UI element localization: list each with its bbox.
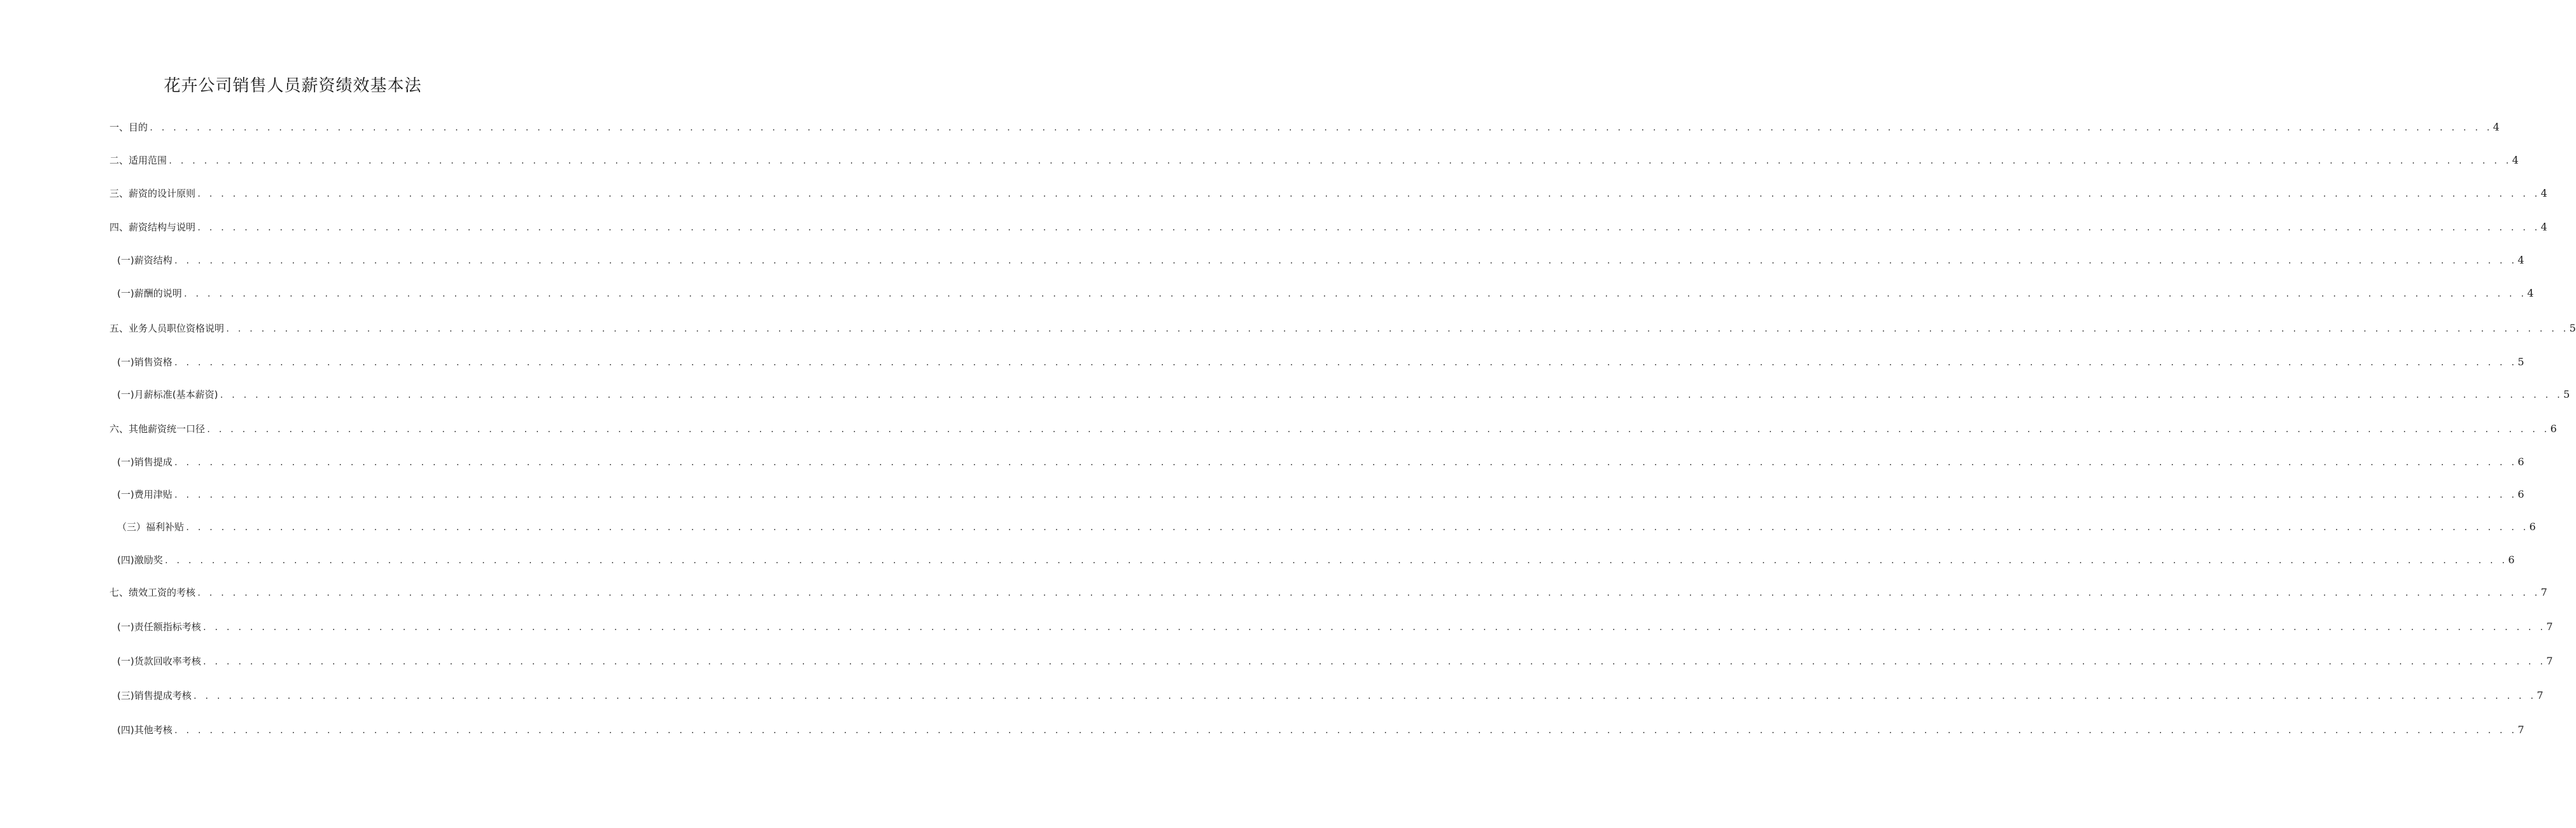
toc-entry[interactable] xyxy=(117,618,2553,633)
toc-entry-number: (三) xyxy=(117,690,134,701)
toc-entry[interactable] xyxy=(117,652,2553,668)
toc-entry-number: (四) xyxy=(117,554,134,566)
toc-entry-number: 四、 xyxy=(109,221,129,233)
dot-leader: . . . . . . . . . . . . . . . . . . . . . . . . . . . . . . . . . . . . . . . . . . . . . . . . . . . . . . . . . . . . . . . . . . . . . . . . . . . . . . . . . . . . . . . . . . . . . . . . . . . . . . . . . . . . . . . . . . . . . . . . . . . . . . . . . . . . . . . . . . . . . . . . . . . . . . . . . . . . . . . . . . . . . . . . . . . . . . . . . . . . . . . . . . . . . . . . . . . . . . . . xyxy=(173,458,2517,467)
toc-entry[interactable] xyxy=(109,151,2519,167)
toc-entry-title: 业务人员职位资格说明 xyxy=(129,323,225,334)
toc-entry-title: 绩效工资的考核 xyxy=(129,587,196,598)
toc-entry-number: 三、 xyxy=(109,188,129,199)
dot-leader: . . . . . . . . . . . . . . . . . . . . . . . . . . . . . . . . . . . . . . . . . . . . . . . . . . . . . . . . . . . . . . . . . . . . . . . . . . . . . . . . . . . . . . . . . . . . . . . . . . . . . . . . . . . . . . . . . . . . . . . . . . . . . . . . . . . . . . . . . . . . . . . . . . . . . . . . . . . . . . . . . . . . . . . . . . . . . . . . . . . . . . . . . . . . . . . . . . . . . . . . xyxy=(173,726,2517,735)
toc-entry-title: 适用范围 xyxy=(129,155,167,166)
toc-entry[interactable] xyxy=(109,584,2547,599)
toc-entry-page-number: 4 xyxy=(2493,121,2500,133)
toc-entry[interactable] xyxy=(117,353,2524,368)
toc-entry-title: 销售提成 xyxy=(134,456,172,468)
toc-entry-title: 薪酬的说明 xyxy=(134,288,182,299)
toc-entry-title: 薪资的设计原则 xyxy=(129,188,196,199)
dot-leader: . . . . . . . . . . . . . . . . . . . . . . . . . . . . . . . . . . . . . . . . . . . . . . . . . . . . . . . . . . . . . . . . . . . . . . . . . . . . . . . . . . . . . . . . . . . . . . . . . . . . . . . . . . . . . . . . . . . . . . . . . . . . . . . . . . . . . . . . . . . . . . . . . . . . . . . . . . . . . . . . . . . . . . . . . . . . . . . . . . . . . . . . . . . . . . . . . . . . . . . . xyxy=(202,623,2545,632)
toc-entry-page-number: 4 xyxy=(2540,221,2547,233)
toc-entry-number: (一) xyxy=(117,621,134,633)
toc-entry-page-number: 4 xyxy=(2517,254,2524,266)
toc-entry[interactable] xyxy=(117,486,2524,501)
toc-entry-number: (一) xyxy=(117,389,134,400)
toc-entry-number: (一) xyxy=(117,456,134,468)
dot-leader: . . . . . . . . . . . . . . . . . . . . . . . . . . . . . . . . . . . . . . . . . . . . . . . . . . . . . . . . . . . . . . . . . . . . . . . . . . . . . . . . . . . . . . . . . . . . . . . . . . . . . . . . . . . . . . . . . . . . . . . . . . . . . . . . . . . . . . . . . . . . . . . . . . . . . . . . . . . . . . . . . . . . . . . . . . . . . . . . . . . . . . . . . . . . . . . . . . . . . . . . xyxy=(168,157,2511,165)
toc-entry[interactable] xyxy=(109,118,2500,134)
toc-entry[interactable] xyxy=(117,284,2534,300)
dot-leader: . . . . . . . . . . . . . . . . . . . . . . . . . . . . . . . . . . . . . . . . . . . . . . . . . . . . . . . . . . . . . . . . . . . . . . . . . . . . . . . . . . . . . . . . . . . . . . . . . . . . . . . . . . . . . . . . . . . . . . . . . . . . . . . . . . . . . . . . . . . . . . . . . . . . . . . . . . . . . . . . . . . . . . . . . . . . . . . . . . . . . . . . . . . . . . . . . . . . . . . . xyxy=(197,223,2540,232)
toc-entry-number: (一) xyxy=(117,656,134,667)
toc-entry-number: （三） xyxy=(117,521,146,533)
toc-entry-number: 七、 xyxy=(109,587,129,598)
dot-leader: . . . . . . . . . . . . . . . . . . . . . . . . . . . . . . . . . . . . . . . . . . . . . . . . . . . . . . . . . . . . . . . . . . . . . . . . . . . . . . . . . . . . . . . . . . . . . . . . . . . . . . . . . . . . . . . . . . . . . . . . . . . . . . . . . . . . . . . . . . . . . . . . . . . . . . . . . . . . . . . . . . . . . . . . . . . . . . . . . . . . . . . . . . . . . . . . . . . . . . . . xyxy=(164,556,2507,565)
toc-entry[interactable] xyxy=(117,251,2524,267)
toc-entry-title: 薪资结构 xyxy=(134,255,172,266)
toc-entry-page-number: 4 xyxy=(2540,187,2547,199)
toc-entry-page-number: 6 xyxy=(2550,423,2557,435)
dot-leader: . . . . . . . . . . . . . . . . . . . . . . . . . . . . . . . . . . . . . . . . . . . . . . . . . . . . . . . . . . . . . . . . . . . . . . . . . . . . . . . . . . . . . . . . . . . . . . . . . . . . . . . . . . . . . . . . . . . . . . . . . . . . . . . . . . . . . . . . . . . . . . . . . . . . . . . . . . . . . . . . . . . . . . . . . . . . . . . . . . . . . . . . . . . . . . . . . . . . . . . . xyxy=(173,256,2517,265)
toc-entry-page-number: 7 xyxy=(2546,621,2553,633)
toc-entry[interactable] xyxy=(109,420,2557,435)
document-title: 花卉公司销售人员薪资绩效基本法 xyxy=(164,76,422,95)
toc-entry-page-number: 5 xyxy=(2569,322,2576,334)
toc-entry-page-number: 5 xyxy=(2517,356,2524,368)
toc-entry-number: (四) xyxy=(117,724,134,736)
toc-entry-page-number: 4 xyxy=(2527,287,2534,299)
toc-entry-number: 五、 xyxy=(109,323,129,334)
toc-entry-number: (一) xyxy=(117,356,134,368)
toc-entry[interactable] xyxy=(117,551,2515,566)
dot-leader: . . . . . . . . . . . . . . . . . . . . . . . . . . . . . . . . . . . . . . . . . . . . . . . . . . . . . . . . . . . . . . . . . . . . . . . . . . . . . . . . . . . . . . . . . . . . . . . . . . . . . . . . . . . . . . . . . . . . . . . . . . . . . . . . . . . . . . . . . . . . . . . . . . . . . . . . . . . . . . . . . . . . . . . . . . . . . . . . . . . . . . . . . . . . . . . . . . . . . . . . xyxy=(173,358,2517,367)
toc-entry-number: 二、 xyxy=(109,155,129,166)
toc-entry[interactable] xyxy=(109,185,2547,200)
toc-entry-title: 销售提成考核 xyxy=(134,690,192,701)
toc-entry-title: 月薪标准(基本薪资) xyxy=(134,389,218,400)
toc-entry[interactable] xyxy=(109,319,2576,335)
toc-entry-title: 货款回收率考核 xyxy=(134,656,201,667)
toc-entry-number: (一) xyxy=(117,288,134,299)
toc-entry-title: 福利补贴 xyxy=(146,521,185,533)
dot-leader: . . . . . . . . . . . . . . . . . . . . . . . . . . . . . . . . . . . . . . . . . . . . . . . . . . . . . . . . . . . . . . . . . . . . . . . . . . . . . . . . . . . . . . . . . . . . . . . . . . . . . . . . . . . . . . . . . . . . . . . . . . . . . . . . . . . . . . . . . . . . . . . . . . . . . . . . . . . . . . . . . . . . . . . . . . . . . . . . . . . . . . . . . . . . . . . . . . . . . . . . xyxy=(206,425,2549,434)
dot-leader: . . . . . . . . . . . . . . . . . . . . . . . . . . . . . . . . . . . . . . . . . . . . . . . . . . . . . . . . . . . . . . . . . . . . . . . . . . . . . . . . . . . . . . . . . . . . . . . . . . . . . . . . . . . . . . . . . . . . . . . . . . . . . . . . . . . . . . . . . . . . . . . . . . . . . . . . . . . . . . . . . . . . . . . . . . . . . . . . . . . . . . . . . . . . . . . . . . . . . . . . xyxy=(173,491,2517,500)
toc-entry-title: 其他考核 xyxy=(134,724,172,736)
toc-entry-title: 激励奖 xyxy=(134,554,163,566)
dot-leader: . . . . . . . . . . . . . . . . . . . . . . . . . . . . . . . . . . . . . . . . . . . . . . . . . . . . . . . . . . . . . . . . . . . . . . . . . . . . . . . . . . . . . . . . . . . . . . . . . . . . . . . . . . . . . . . . . . . . . . . . . . . . . . . . . . . . . . . . . . . . . . . . . . . . . . . . . . . . . . . . . . . . . . . . . . . . . . . . . . . . . . . . . . . . . . . . . . . . . . . . xyxy=(202,657,2545,666)
toc-entry-page-number: 7 xyxy=(2517,724,2524,736)
toc-entry-page-number: 5 xyxy=(2563,388,2570,400)
toc-entry[interactable] xyxy=(117,518,2536,533)
toc-entry[interactable] xyxy=(117,721,2524,736)
toc-entry[interactable] xyxy=(117,453,2524,468)
toc-entry-page-number: 6 xyxy=(2517,456,2524,468)
toc-entry-page-number: 7 xyxy=(2546,655,2553,667)
toc-entry-number: 一、 xyxy=(109,122,129,133)
dot-leader: . . . . . . . . . . . . . . . . . . . . . . . . . . . . . . . . . . . . . . . . . . . . . . . . . . . . . . . . . . . . . . . . . . . . . . . . . . . . . . . . . . . . . . . . . . . . . . . . . . . . . . . . . . . . . . . . . . . . . . . . . . . . . . . . . . . . . . . . . . . . . . . . . . . . . . . . . . . . . . . . . . . . . . . . . . . . . . . . . . . . . . . . . . . . . . . . . . . . . . . . xyxy=(183,290,2526,298)
toc-entry-number: 六、 xyxy=(109,423,129,435)
toc-entry-title: 责任额指标考核 xyxy=(134,621,201,633)
dot-leader: . . . . . . . . . . . . . . . . . . . . . . . . . . . . . . . . . . . . . . . . . . . . . . . . . . . . . . . . . . . . . . . . . . . . . . . . . . . . . . . . . . . . . . . . . . . . . . . . . . . . . . . . . . . . . . . . . . . . . . . . . . . . . . . . . . . . . . . . . . . . . . . . . . . . . . . . . . . . . . . . . . . . . . . . . . . . . . . . . . . . . . . . . . . . . . . . . . . . . . . . xyxy=(185,523,2528,532)
toc-entry-page-number: 7 xyxy=(2537,689,2544,701)
toc-entry-page-number: 6 xyxy=(2529,521,2536,533)
toc-entry[interactable] xyxy=(117,687,2544,702)
dot-leader: . . . . . . . . . . . . . . . . . . . . . . . . . . . . . . . . . . . . . . . . . . . . . . . . . . . . . . . . . . . . . . . . . . . . . . . . . . . . . . . . . . . . . . . . . . . . . . . . . . . . . . . . . . . . . . . . . . . . . . . . . . . . . . . . . . . . . . . . . . . . . . . . . . . . . . . . . . . . . . . . . . . . . . . . . . . . . . . . . . . . . . . . . . . . . . . . . . . . . . . . xyxy=(219,391,2563,400)
dot-leader: . . . . . . . . . . . . . . . . . . . . . . . . . . . . . . . . . . . . . . . . . . . . . . . . . . . . . . . . . . . . . . . . . . . . . . . . . . . . . . . . . . . . . . . . . . . . . . . . . . . . . . . . . . . . . . . . . . . . . . . . . . . . . . . . . . . . . . . . . . . . . . . . . . . . . . . . . . . . . . . . . . . . . . . . . . . . . . . . . . . . . . . . . . . . . . . . . . . . . . . . xyxy=(197,190,2540,199)
toc-entry-number: (一) xyxy=(117,489,134,500)
toc-entry[interactable] xyxy=(109,218,2547,234)
toc-entry-page-number: 6 xyxy=(2508,554,2515,566)
toc-entry-title: 目的 xyxy=(129,122,148,133)
toc-entry-title: 销售资格 xyxy=(134,356,172,368)
toc-entry-page-number: 6 xyxy=(2517,488,2524,500)
toc-entry[interactable] xyxy=(117,386,2570,401)
toc-entry-number: (一) xyxy=(117,255,134,266)
toc-entry-page-number: 4 xyxy=(2512,154,2519,166)
dot-leader: . . . . . . . . . . . . . . . . . . . . . . . . . . . . . . . . . . . . . . . . . . . . . . . . . . . . . . . . . . . . . . . . . . . . . . . . . . . . . . . . . . . . . . . . . . . . . . . . . . . . . . . . . . . . . . . . . . . . . . . . . . . . . . . . . . . . . . . . . . . . . . . . . . . . . . . . . . . . . . . . . . . . . . . . . . . . . . . . . . . . . . . . . . . . . . . . . . . . . . . . xyxy=(149,123,2492,132)
toc-entry-title: 薪资结构与说明 xyxy=(129,221,196,233)
dot-leader: . . . . . . . . . . . . . . . . . . . . . . . . . . . . . . . . . . . . . . . . . . . . . . . . . . . . . . . . . . . . . . . . . . . . . . . . . . . . . . . . . . . . . . . . . . . . . . . . . . . . . . . . . . . . . . . . . . . . . . . . . . . . . . . . . . . . . . . . . . . . . . . . . . . . . . . . . . . . . . . . . . . . . . . . . . . . . . . . . . . . . . . . . . . . . . . . . . . . . . . . xyxy=(197,589,2540,598)
toc-entry-title: 其他薪资统一口径 xyxy=(129,423,206,435)
dot-leader: . . . . . . . . . . . . . . . . . . . . . . . . . . . . . . . . . . . . . . . . . . . . . . . . . . . . . . . . . . . . . . . . . . . . . . . . . . . . . . . . . . . . . . . . . . . . . . . . . . . . . . . . . . . . . . . . . . . . . . . . . . . . . . . . . . . . . . . . . . . . . . . . . . . . . . . . . . . . . . . . . . . . . . . . . . . . . . . . . . . . . . . . . . . . . . . . . . . . . . . . xyxy=(225,325,2568,333)
toc-entry-page-number: 7 xyxy=(2540,586,2547,598)
dot-leader: . . . . . . . . . . . . . . . . . . . . . . . . . . . . . . . . . . . . . . . . . . . . . . . . . . . . . . . . . . . . . . . . . . . . . . . . . . . . . . . . . . . . . . . . . . . . . . . . . . . . . . . . . . . . . . . . . . . . . . . . . . . . . . . . . . . . . . . . . . . . . . . . . . . . . . . . . . . . . . . . . . . . . . . . . . . . . . . . . . . . . . . . . . . . . . . . . . . . . . . . xyxy=(192,692,2536,701)
toc-entry-title: 费用津贴 xyxy=(134,489,172,500)
